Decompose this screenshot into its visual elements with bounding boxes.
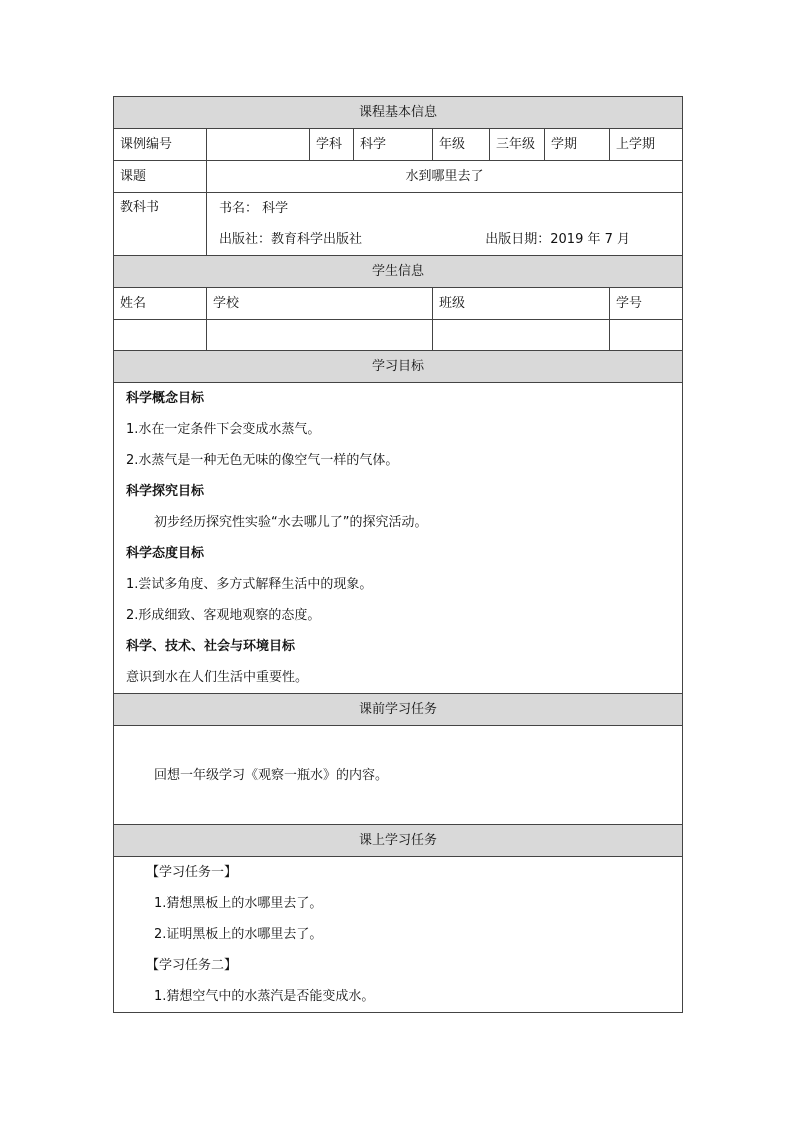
sts-goal-item: 意识到水在人们生活中重要性。 [126,670,309,685]
publisher-row [213,224,676,255]
task-two-item: 1.猜想空气中的水蒸汽是否能变成水。 [154,989,375,1004]
publisher: 出版社：教育科学出版社 [219,232,363,247]
inquiry-goal-item: 初步经历探究性实验“水去哪儿了”的探究活动。 [154,515,428,530]
topic-value: 水到哪里去了 [207,161,683,193]
textbook-label: 教科书 [114,193,207,256]
section-student-info: 学生信息 [114,256,683,288]
class-label: 班级 [433,288,610,320]
name-label: 姓名 [114,288,207,320]
term-value: 上学期 [610,129,683,161]
section-in-class-task: 课上学习任务 [114,825,683,857]
concept-goal-item: 2.水蒸气是一种无色无味的像空气一样的气体。 [126,453,399,468]
section-learning-goals: 学习目标 [114,351,683,383]
concept-goal-heading: 科学概念目标 [126,391,205,406]
case-no-label: 课例编号 [114,129,207,161]
sts-goal-heading: 科学、技术、社会与环境目标 [126,639,296,654]
task-one-item: 1.猜想黑板上的水哪里去了。 [154,896,323,911]
topic-label: 课题 [114,161,207,193]
publish-date: 出版日期：2019 年 7 月 [485,232,631,247]
class-task-content [114,857,683,1013]
task-two-title: 【学习任务二】 [146,958,238,973]
school-field[interactable] [207,320,433,351]
lesson-table [113,96,683,1013]
case-no-value [207,129,310,161]
section-pre-class-task: 课前学习任务 [114,694,683,726]
grade-value: 三年级 [490,129,545,161]
attitude-goal-item: 1.尝试多角度、多方式解释生活中的现象。 [126,577,373,592]
book-name: 书名： 科学 [219,201,289,216]
student-id-field[interactable] [610,320,683,351]
term-label: 学期 [545,129,610,161]
subject-value: 科学 [354,129,433,161]
task-one-title: 【学习任务一】 [146,865,238,880]
textbook-info [207,193,683,256]
pre-task-content [114,726,683,825]
subject-label: 学科 [310,129,354,161]
concept-goal-item: 1.水在一定条件下会变成水蒸气。 [126,422,321,437]
attitude-goal-heading: 科学态度目标 [126,546,205,561]
class-field[interactable] [433,320,610,351]
attitude-goal-item: 2.形成细致、客观地观察的态度。 [126,608,321,623]
name-field[interactable] [114,320,207,351]
task-one-item: 2.证明黑板上的水哪里去了。 [154,927,323,942]
section-basic-info: 课程基本信息 [114,97,683,129]
pre-task-text: 回想一年级学习《观察一瓶水》的内容。 [154,767,389,783]
student-id-label: 学号 [610,288,683,320]
grade-label: 年级 [433,129,490,161]
inquiry-goal-heading: 科学探究目标 [126,484,205,499]
goals-content [114,383,683,694]
school-label: 学校 [207,288,433,320]
